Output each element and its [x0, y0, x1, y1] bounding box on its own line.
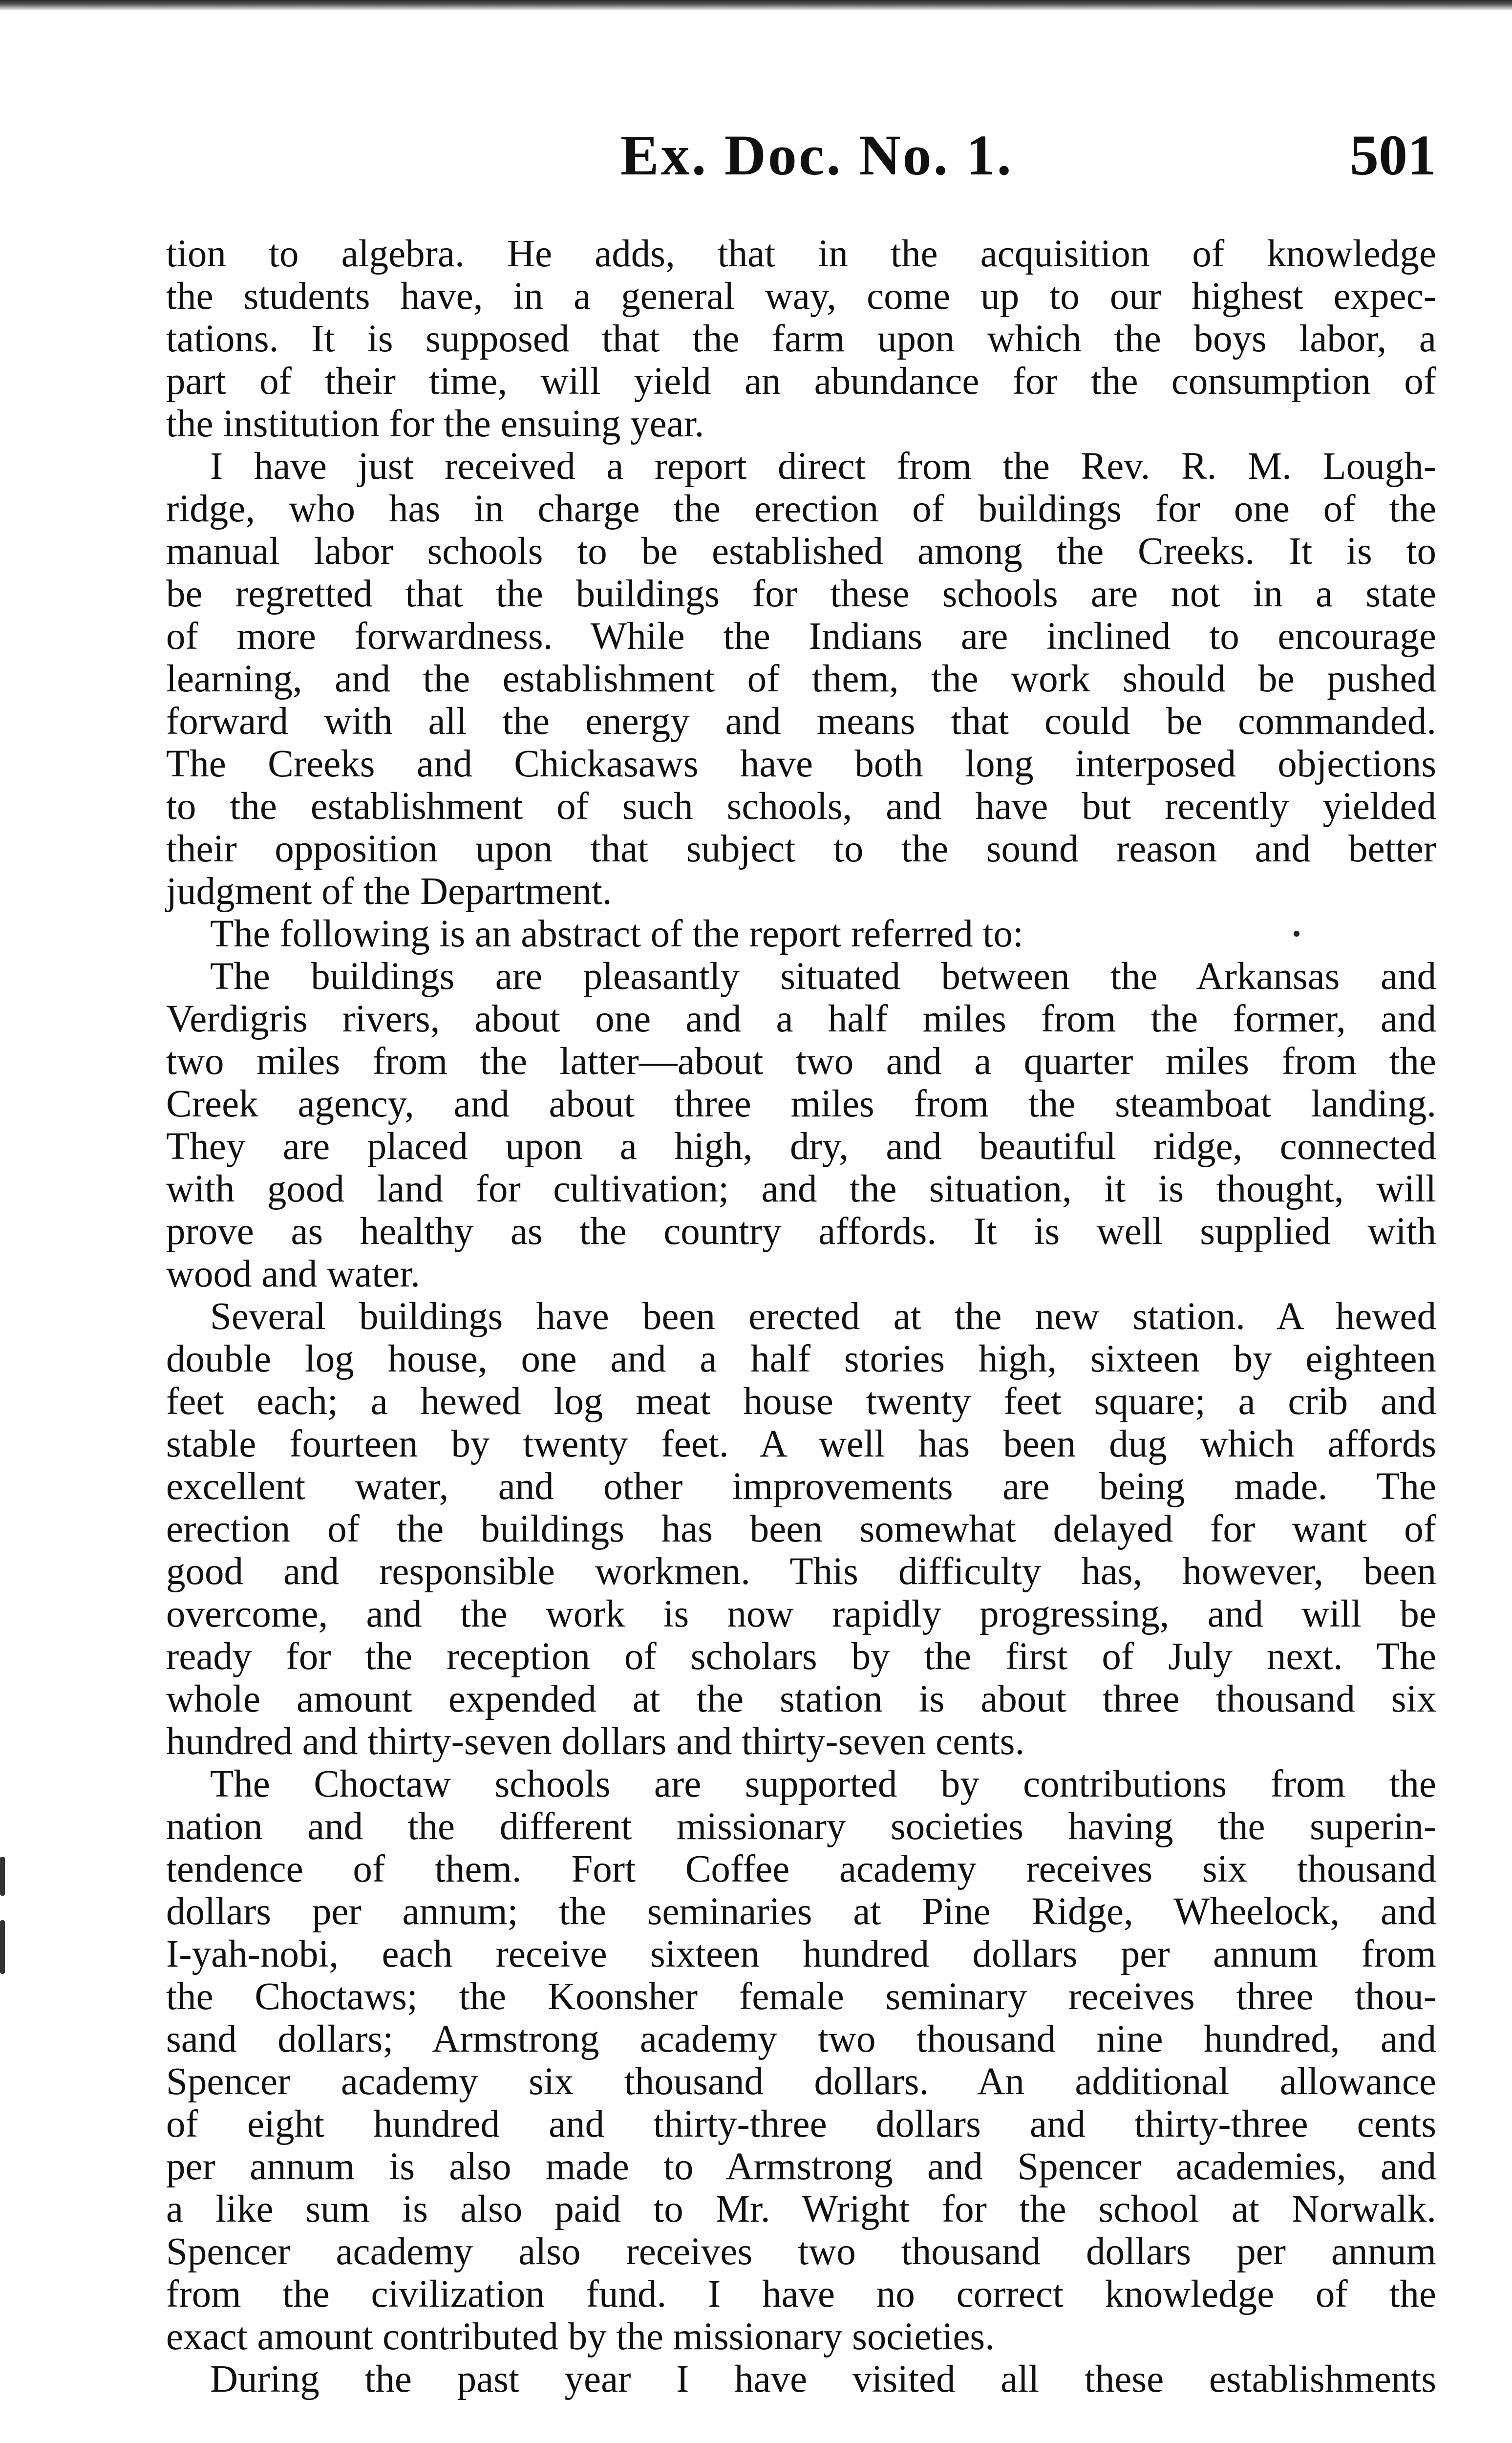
text-line: nation and the different missionary societies having the superin-	[166, 1805, 1436, 1848]
text-line: be regretted that the buildings for these schools are not in a state	[166, 573, 1436, 615]
text-line: judgment of the Department.	[166, 870, 612, 913]
text-line: double log house, one and a half stories high, sixteen by eighteen	[166, 1338, 1436, 1380]
text-line: They are placed upon a high, dry, and beautiful ridge, connected	[166, 1125, 1436, 1168]
text-line: two miles from the latter—about two and a quarter miles from the	[166, 1040, 1436, 1083]
paragraph	[166, 445, 1436, 913]
text-line: The Creeks and Chickasaws have both long interposed objections	[166, 743, 1436, 785]
text-line: tendence of them. Fort Coffee academy receives six thousand	[166, 1848, 1436, 1890]
text-line: feet each; a hewed log meat house twenty feet square; a crib and	[166, 1380, 1436, 1423]
text-line: whole amount expended at the station is about three thousand six	[166, 1678, 1436, 1720]
text-line: from the civilization fund. I have no correct knowledge of the	[166, 2273, 1436, 2315]
text-line: good and responsible workmen. This difficulty has, however, been	[166, 1550, 1436, 1593]
text-line: learning, and the establishment of them, the work should be pushed	[166, 658, 1436, 700]
page-header	[166, 122, 1436, 200]
text-line: exact amount contributed by the missionary societies.	[166, 2315, 995, 2358]
text-line: sand dollars; Armstrong academy two thousand nine hundred, and	[166, 2018, 1436, 2060]
paragraph	[166, 1295, 1436, 1763]
paragraph	[166, 2358, 1436, 2400]
paragraph	[166, 233, 1436, 445]
text-line: excellent water, and other improvements are being made. The	[166, 1465, 1436, 1508]
text-line: the Choctaws; the Koonsher female seminary receives three thou-	[166, 1975, 1436, 2018]
text-line: ready for the reception of scholars by the first of July next. The	[166, 1635, 1436, 1678]
page-number: 501	[1350, 123, 1436, 187]
text-line: of more forwardness. While the Indians are inclined to encourage	[166, 615, 1436, 658]
text-line: During the past year I have visited all these establishments	[210, 2358, 1436, 2400]
text-line: I-yah-nobi, each receive sixteen hundred dollars per annum from	[166, 1933, 1436, 1975]
page-edge-mark	[0, 1857, 5, 1896]
text-line: the institution for the ensuing year.	[166, 403, 704, 445]
text-line: Creek agency, and about three miles from the steamboat landing.	[166, 1083, 1436, 1125]
text-line: per annum is also made to Armstrong and Spencer academies, and	[166, 2145, 1436, 2188]
body-text	[166, 233, 1436, 2400]
text-line: The Choctaw schools are supported by contributions from the	[210, 1763, 1436, 1805]
text-line: wood and water.	[166, 1253, 420, 1295]
text-line: ridge, who has in charge the erection of buildings for one of the	[166, 488, 1436, 530]
text-line: a like sum is also paid to Mr. Wright for the school at Norwalk.	[166, 2188, 1436, 2230]
text-line: tations. It is supposed that the farm upon which the boys labor, a	[166, 318, 1436, 360]
text-line: dollars per annum; the seminaries at Pine Ridge, Wheelock, and	[166, 1890, 1436, 1933]
text-line: The buildings are pleasantly situated between the Arkansas and	[210, 955, 1436, 998]
text-line: I have just received a report direct from the Rev. R. M. Lough-	[210, 445, 1436, 488]
text-line: the students have, in a general way, come up to our highest expec-	[166, 275, 1436, 318]
running-head: Ex. Doc. No. 1.	[620, 123, 1014, 187]
text-line: prove as healthy as the country affords. It is well supplied with	[166, 1210, 1436, 1253]
text-line: erection of the buildings has been somewhat delayed for want of	[166, 1508, 1436, 1550]
text-line: part of their time, will yield an abundance for the consumption of	[166, 360, 1436, 403]
text-line: tion to algebra. He adds, that in the acquisition of knowledge	[166, 233, 1436, 275]
text-line: to the establishment of such schools, and have but recently yielded	[166, 785, 1436, 828]
text-line: their opposition upon that subject to the sound reason and better	[166, 828, 1436, 870]
text-line: forward with all the energy and means that could be commanded.	[166, 700, 1436, 743]
text-line: Verdigris rivers, about one and a half miles from the former, and	[166, 998, 1436, 1040]
paragraph	[166, 955, 1436, 1295]
text-line: Several buildings have been erected at the new station. A hewed	[210, 1295, 1436, 1338]
text-line: hundred and thirty-seven dollars and thirty-seven cents.	[166, 1720, 1025, 1763]
text-line: manual labor schools to be established among the Creeks. It is to	[166, 530, 1436, 573]
text-line: with good land for cultivation; and the situation, it is thought, will	[166, 1168, 1436, 1210]
text-line: Spencer academy six thousand dollars. An additional allowance	[166, 2060, 1436, 2103]
paragraph	[166, 913, 1436, 955]
text-line: overcome, and the work is now rapidly progressing, and will be	[166, 1593, 1436, 1635]
text-line: The following is an abstract of the report referred to:	[210, 913, 1023, 955]
page-top-edge	[0, 0, 1512, 11]
text-line: stable fourteen by twenty feet. A well has been dug which affords	[166, 1423, 1436, 1465]
text-line: of eight hundred and thirty-three dollars and thirty-three cents	[166, 2103, 1436, 2145]
ink-speck	[1294, 931, 1299, 937]
paragraph	[166, 1763, 1436, 2358]
text-line: Spencer academy also receives two thousand dollars per annum	[166, 2230, 1436, 2273]
page-edge-mark	[0, 1920, 5, 1974]
